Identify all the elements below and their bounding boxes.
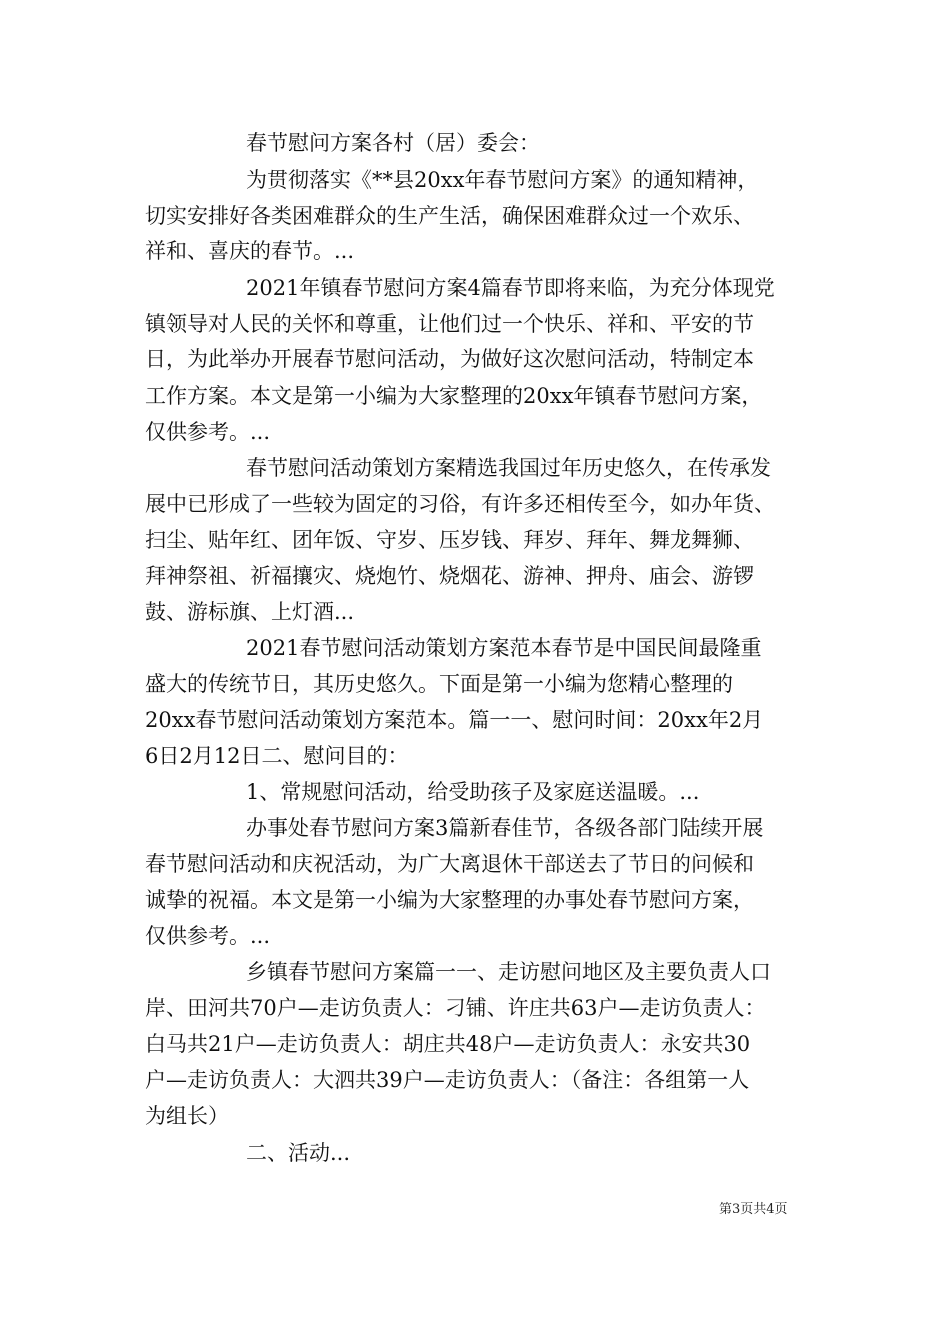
text-line: 切实安排好各类困难群众的生产生活，确保困难群众过一个欢乐、 <box>145 204 754 228</box>
text-line: 岸、田河共70户—走访负责人：刁铺、许庄共63户—走访负责人： <box>145 996 766 1020</box>
text-line: 工作方案。本文是第一小编为大家整理的20xx年镇春节慰问方案， <box>145 384 763 408</box>
text-line: 诚挚的祝福。本文是第一小编为大家整理的办事处春节慰问方案， <box>145 888 754 912</box>
text-line: 拜神祭祖、祈福攘灾、烧炮竹、烧烟花、游神、押舟、庙会、游锣 <box>145 564 754 588</box>
text-line: 2021年镇春节慰问方案4篇春节即将来临，为充分体现党 <box>246 276 775 300</box>
text-line: 乡镇春节慰问方案篇一一、走访慰问地区及主要负责人口 <box>246 960 771 984</box>
page-footer: 第3页共4页 <box>719 1202 788 1217</box>
text-line: 镇领导对人民的关怀和尊重，让他们过一个快乐、祥和、平安的节 <box>145 312 754 336</box>
text-line: 白马共21户—走访负责人：胡庄共48户—走访负责人：永安共30 <box>145 1032 751 1056</box>
text-line: 日，为此举办开展春节慰问活动，为做好这次慰问活动，特制定本 <box>145 347 754 371</box>
text-line: 1、常规慰问活动，给受助孩子及家庭送温暖。... <box>246 780 700 804</box>
text-line: 20xx春节慰问活动策划方案范本。篇一一、慰问时间：20xx年2月 <box>145 708 764 732</box>
text-line: 春节慰问活动策划方案精选我国过年历史悠久，在传承发 <box>246 456 771 480</box>
text-line: 春节慰问活动和庆祝活动，为广大离退休干部送去了节日的问候和 <box>145 852 754 876</box>
text-line: 祥和、喜庆的春节。... <box>145 239 355 263</box>
text-line: 春节慰问方案各村（居）委会： <box>246 131 540 155</box>
text-line: 6日2月12日二、慰问目的： <box>145 744 409 768</box>
text-line: 展中已形成了一些较为固定的习俗，有许多还相传至今，如办年货、 <box>145 492 775 516</box>
text-line: 扫尘、贴年红、团年饭、守岁、压岁钱、拜岁、拜年、舞龙舞狮、 <box>145 528 754 552</box>
text-line: 户—走访负责人：大泗共39户—走访负责人：（备注：各组第一人 <box>145 1068 750 1092</box>
text-line: 为组长） <box>145 1104 229 1128</box>
text-line: 仅供参考。... <box>145 924 271 948</box>
text-line: 盛大的传统节日，其历史悠久。下面是第一小编为您精心整理的 <box>145 672 733 696</box>
text-line: 办事处春节慰问方案3篇新春佳节，各级各部门陆续开展 <box>246 816 764 840</box>
text-line: 二、活动... <box>246 1141 351 1165</box>
text-line: 2021春节慰问活动策划方案范本春节是中国民间最隆重 <box>246 636 762 660</box>
text-line: 仅供参考。... <box>145 420 271 444</box>
text-line: 鼓、游标旗、上灯酒... <box>145 600 355 624</box>
text-line: 为贯彻落实《**县20xx年春节慰问方案》的通知精神， <box>246 168 759 192</box>
